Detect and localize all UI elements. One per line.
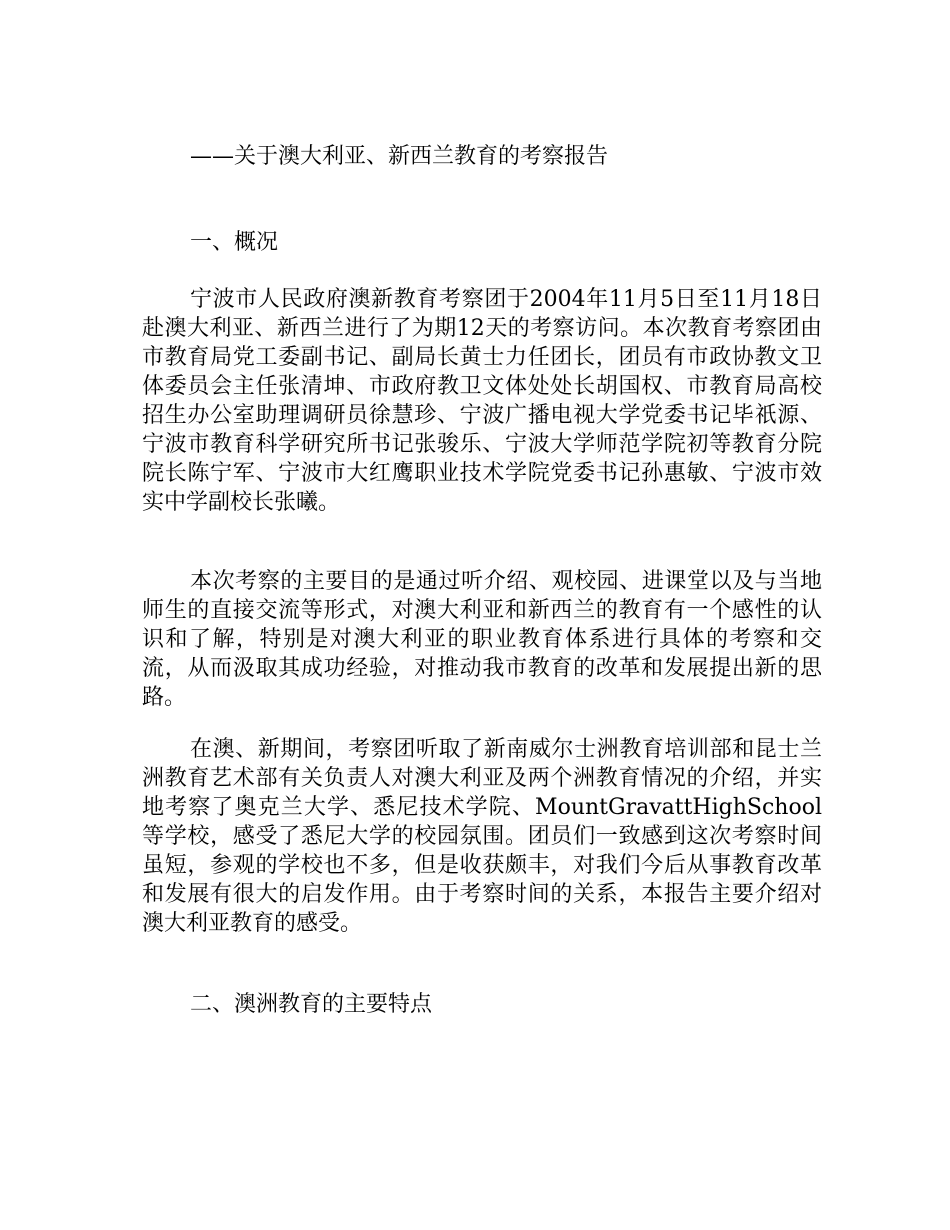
section-heading-features: 二、澳洲教育的主要特点	[190, 992, 433, 1017]
document-subtitle: ——关于澳大利亚、新西兰教育的考察报告	[190, 144, 609, 169]
section-heading-overview: 一、概况	[190, 230, 279, 255]
paragraph-purpose: 本次考察的主要目的是通过听介绍、观校园、进课堂以及与当地师生的直接交流等形式，对澳大利亚和新西兰的教育有一个感性的认识和了解，特别是对澳大利亚的职业教育体系进行具体的考察和交流，从而汲取其成功经验，对推动我市教育的改革和发展提出新的思路。	[142, 569, 822, 710]
paragraph-visits: 在澳、新期间，考察团听取了新南威尔士洲教育培训部和昆士兰洲教育艺术部有关负责人对澳大利亚及两个洲教育情况的介绍，并实地考察了奥克兰大学、悉尼技术学院、MountGravattHighSchool等学校，感受了悉尼大学的校园氛围。团员们一致感到这次考察时间虽短，参观的学校也不多，但是收获颇丰，对我们今后从事教育改革和发展有很大的启发作用。由于考察时间的关系，本报告主要介绍对澳大利亚教育的感受。	[142, 737, 822, 936]
paragraph-delegation: 宁波市人民政府澳新教育考察团于2004年11月5日至11月18日赴澳大利亚、新西兰进行了为期12天的考察访问。本次教育考察团由市教育局党工委副书记、副局长黄士力任团长，团员有市政协教文卫体委员会主任张清坤、市政府教卫文体处处长胡国权、市教育局高校招生办公室助理调研员徐慧珍、宁波广播电视大学党委书记毕祇源、宁波市教育科学研究所书记张骏乐、宁波大学师范学院初等教育分院院长陈宁军、宁波市大红鹰职业技术学院党委书记孙惠敏、宁波市效实中学副校长张曦。	[142, 287, 822, 515]
